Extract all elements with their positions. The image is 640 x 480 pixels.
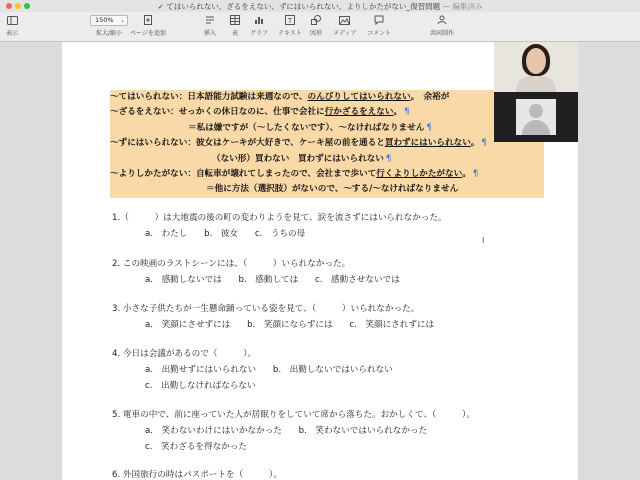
answer-options bbox=[112, 362, 393, 378]
grammar-text: 。 余裕が bbox=[410, 92, 450, 102]
chart-icon bbox=[253, 15, 265, 25]
answer-options bbox=[112, 272, 400, 288]
comment-label: コメント bbox=[367, 30, 392, 37]
zoom-select[interactable] bbox=[90, 15, 128, 26]
question-2 bbox=[112, 256, 400, 288]
grammar-line bbox=[110, 90, 544, 105]
option-b[interactable]: b. 彼女 bbox=[204, 229, 239, 239]
add-page-icon bbox=[142, 15, 154, 25]
question-3 bbox=[112, 301, 434, 333]
insert-label: 挿入 bbox=[204, 30, 217, 37]
option-c[interactable]: c. 出勤しなければならない bbox=[145, 381, 256, 391]
option-c[interactable]: c. うちの母 bbox=[254, 229, 306, 239]
shape-icon bbox=[310, 15, 322, 25]
table-button[interactable] bbox=[229, 15, 241, 37]
pilcrow-mark: ¶ bbox=[404, 107, 410, 118]
answer-options bbox=[112, 439, 475, 455]
answer-options bbox=[112, 423, 475, 439]
grammar-example: 買わずにはいられない bbox=[384, 138, 471, 149]
participant-avatar-tile[interactable] bbox=[494, 92, 578, 142]
pilcrow-mark: ¶ bbox=[426, 122, 432, 133]
grammar-example: 行くよりしかたがない bbox=[376, 168, 463, 179]
add-page-label: ページを追加 bbox=[130, 30, 166, 37]
grammar-text: 〜ざるをえない：せっかくの休日なのに、仕事で会社に bbox=[110, 107, 325, 118]
grammar-text: 〜ずにはいられない：彼女はケーキが大好きで、ケーキ屋の前を通ると bbox=[110, 138, 385, 149]
grammar-text: 〜てはいられない：日本語能力試験は来週なので、 bbox=[110, 92, 308, 102]
option-b[interactable]: b. 出勤しないではいられない bbox=[272, 365, 393, 375]
option-c[interactable]: c. 笑わざるを得なかった bbox=[145, 442, 247, 452]
chart-button[interactable] bbox=[250, 15, 268, 37]
text-button[interactable] bbox=[278, 15, 302, 37]
chevron-down-icon: ⌄ bbox=[119, 17, 125, 24]
zoom-label: 拡大/縮小 bbox=[95, 30, 123, 37]
grammar-line bbox=[110, 167, 544, 182]
grammar-text: 。 bbox=[470, 138, 480, 149]
grammar-example: のんびりしてはいられない bbox=[307, 92, 411, 102]
grammar-text: （ない形）買わない 買わずにはいられない bbox=[212, 153, 384, 164]
grammar-line bbox=[110, 182, 544, 197]
collaborate-button[interactable] bbox=[430, 15, 454, 37]
option-b[interactable]: b. 笑顔にならずには bbox=[247, 320, 333, 330]
grammar-line bbox=[110, 136, 544, 151]
saved-check-icon: ✓ bbox=[157, 2, 164, 11]
avatar-body-shape bbox=[522, 120, 550, 135]
zoom-control[interactable] bbox=[90, 15, 128, 37]
question-6 bbox=[112, 467, 282, 480]
pilcrow-mark: ¶ bbox=[481, 138, 487, 149]
document-canvas[interactable] bbox=[0, 42, 640, 480]
grammar-line bbox=[110, 152, 544, 167]
option-b[interactable]: b. 感動しては bbox=[238, 275, 299, 285]
question-text: 4. 今日は会議があるので（ ）。 bbox=[112, 349, 257, 359]
collaborate-icon bbox=[436, 15, 448, 25]
comment-icon bbox=[373, 15, 385, 25]
collaborate-label: 共同制作 bbox=[430, 30, 455, 37]
question-1 bbox=[112, 210, 447, 242]
grammar-text: 。 bbox=[462, 168, 471, 179]
text-box-icon bbox=[284, 15, 296, 25]
grammar-line bbox=[110, 121, 544, 136]
table-icon bbox=[229, 15, 241, 25]
option-a[interactable]: a. 出勤せずにはいられない bbox=[145, 365, 257, 375]
answer-options bbox=[112, 317, 434, 333]
question-text: 3. 小さな子供たちが一生懸命踊っている姿を見て、（ ）いられなかった。 bbox=[112, 304, 420, 314]
pilcrow-mark: ¶ bbox=[472, 168, 479, 179]
option-c[interactable]: c. 笑顔にされずには bbox=[349, 320, 435, 330]
participant-face bbox=[526, 48, 546, 74]
avatar-head-shape bbox=[529, 104, 543, 118]
participant-body bbox=[516, 76, 556, 92]
insert-icon bbox=[204, 15, 216, 25]
media-button[interactable] bbox=[333, 15, 357, 37]
svg-text:T: T bbox=[287, 17, 293, 25]
zoom-value: 150% bbox=[95, 16, 114, 24]
option-a[interactable]: a. 笑顔にさせずには bbox=[145, 320, 231, 330]
comment-button[interactable] bbox=[367, 15, 391, 37]
document-title bbox=[0, 1, 640, 12]
view-button[interactable] bbox=[6, 15, 18, 37]
media-icon bbox=[339, 15, 351, 25]
question-4 bbox=[112, 346, 393, 394]
sidebar-icon bbox=[6, 15, 18, 25]
answer-options bbox=[112, 378, 393, 394]
edited-status: — 編集済み bbox=[442, 2, 483, 11]
chart-label: グラフ bbox=[250, 30, 269, 37]
option-a[interactable]: a. わたし bbox=[145, 229, 188, 239]
view-label: 表示 bbox=[6, 30, 19, 37]
participant-camera-feed[interactable] bbox=[494, 42, 578, 92]
grammar-line bbox=[110, 105, 544, 120]
question-text: 6. 外国旅行の時はパスポートを（ ）。 bbox=[112, 470, 282, 480]
document-title-text: てはいられない、ざるをえない、ずにはいられない、よりしかたがない_復習問題 bbox=[166, 2, 441, 11]
avatar-placeholder-icon bbox=[516, 99, 556, 135]
question-text: 5. 電車の中で、前に座っていた人が居眠りをしていて席から落ちた。おかしくて、（ ）。 bbox=[112, 410, 475, 420]
question-5 bbox=[112, 407, 475, 455]
question-text: 2. この映画のラストシーンには、（ ）いられなかった。 bbox=[112, 259, 351, 269]
grammar-text: ＝私は嫌ですが（〜したくないです）、〜なければなりません bbox=[188, 122, 425, 133]
title-bar bbox=[0, 0, 640, 12]
pilcrow-mark: ¶ bbox=[385, 153, 392, 164]
toolbar bbox=[0, 12, 640, 42]
add-page-button[interactable] bbox=[130, 15, 166, 37]
grammar-summary bbox=[110, 90, 544, 198]
table-label: 表 bbox=[231, 30, 238, 37]
media-label: メディア bbox=[333, 30, 357, 37]
option-a[interactable]: a. 感動しないでは bbox=[145, 275, 222, 285]
grammar-text: 〜よりしかたがない：自転車が壊れてしまったので、会社まで歩いて bbox=[110, 168, 377, 179]
question-text: 1.（ ）は大地震の後の町の変わりようを見て、涙を流さずにはいられなかった。 bbox=[112, 213, 447, 223]
video-call-panel[interactable] bbox=[494, 42, 578, 142]
option-b[interactable]: b. 笑わないではいられなかった bbox=[298, 426, 428, 436]
grammar-text: 。 bbox=[393, 107, 403, 118]
shape-label: 図形 bbox=[310, 30, 323, 37]
answer-options bbox=[112, 226, 447, 242]
grammar-example: 行かざるをえない bbox=[324, 107, 394, 118]
text-cursor-icon: I bbox=[482, 236, 485, 245]
insert-button[interactable] bbox=[204, 15, 216, 37]
shape-button[interactable] bbox=[310, 15, 322, 37]
grammar-text: ＝他に方法（選択肢）がないので、〜する/〜なければなりません bbox=[206, 184, 459, 195]
option-a[interactable]: a. 笑わないわけにはいかなかった bbox=[145, 426, 282, 436]
option-c[interactable]: c. 感動させないでは bbox=[314, 275, 400, 285]
text-label: テキスト bbox=[278, 30, 302, 37]
